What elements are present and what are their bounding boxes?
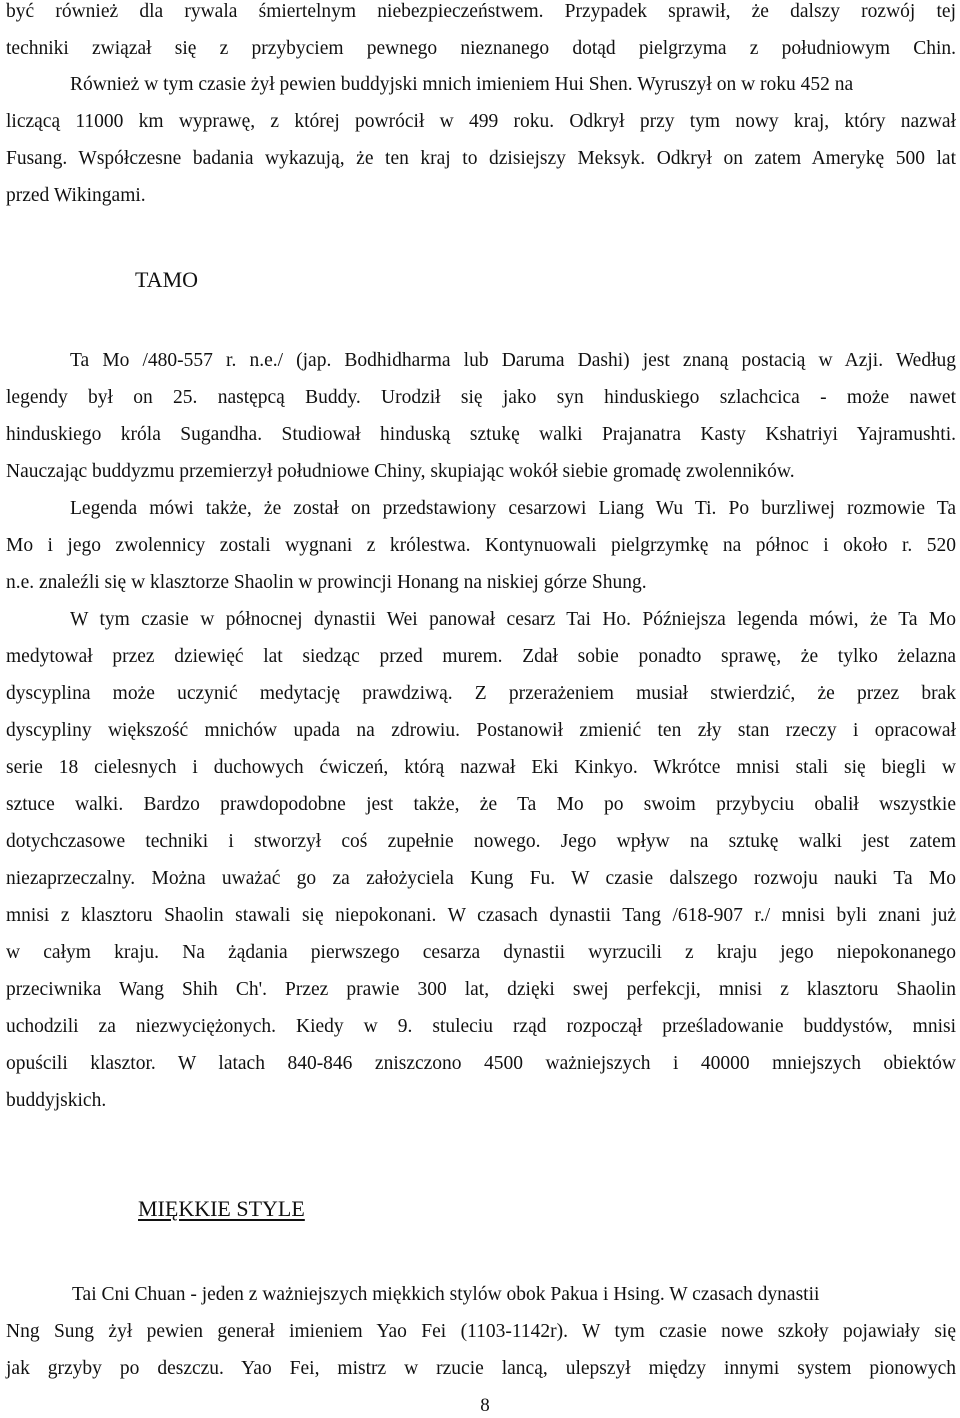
body-line: opuścili klasztor. W latach 840-846 zniszczono 4500 ważniejszych i 40000 mniejszych obiektów bbox=[6, 1053, 956, 1074]
body-line: uchodzili za niezwyciężonych. Kiedy w 9. stuleciu rząd rozpoczął prześladowanie buddystów, mnisi bbox=[6, 1016, 956, 1037]
body-line: Nauczając buddyzmu przemierzył południowe Chiny, skupiając wokół siebie gromadę zwolenników. bbox=[6, 461, 795, 482]
body-line: techniki związał się z przybyciem pewnego nieznanego dotąd pielgrzyma z południowym Chin. bbox=[6, 38, 956, 59]
body-line: Fusang. Współczesne badania wykazują, że ten kraj to dzisiejszy Meksyk. Odkrył on zatem Amerykę 500 lat bbox=[6, 148, 956, 169]
body-line: przeciwnika Wang Shih Ch'. Przez prawie 300 lat, dzięki swej perfekcji, mnisi z klasztoru Shaolin bbox=[6, 979, 956, 1000]
body-line: jak grzyby po deszczu. Yao Fei, mistrz w rzucie lancą, ulepszył między innymi system pionowych bbox=[6, 1358, 956, 1379]
page-number: 8 bbox=[480, 1395, 490, 1416]
body-line: legendy był on 25. następcą Buddy. Urodził się jako syn hinduskiego szlachcica - może nawet bbox=[6, 387, 956, 408]
body-line: przed Wikingami. bbox=[6, 185, 146, 206]
body-line: liczącą 11000 km wyprawę, z której powrócił w 499 roku. Odkrył przy tym nowy kraj, który nazwał bbox=[6, 111, 956, 132]
body-line: hinduskiego króla Sugandha. Studiował hinduską sztukę walki Prajanatra Kasty Kshatriyi Yajramushti. bbox=[6, 424, 956, 445]
body-line: Nng Sung żył pewien generał imieniem Yao Fei (1103-1142r). W tym czasie nowe szkoły pojawiały się bbox=[6, 1321, 956, 1342]
body-line: sztuce walki. Bardzo prawdopodobne jest także, że Ta Mo po swoim przybyciu obalił wszystkie bbox=[6, 794, 956, 815]
body-line: medytował przez dziewięć lat siedząc przed murem. Zdał sobie ponadto sprawę, że tylko żelazna bbox=[6, 646, 956, 667]
body-line: Tai Cni Chuan - jeden z ważniejszych miękkich stylów obok Pakua i Hsing. W czasach dynastii bbox=[72, 1284, 820, 1305]
body-line: Również w tym czasie żył pewien buddyjski mnich imieniem Hui Shen. Wyruszył on w roku 452 na bbox=[70, 74, 854, 95]
body-line: serie 18 cielesnych i duchowych ćwiczeń, którą nazwał Eki Kinkyo. Wkrótce mnisi stali się biegli w bbox=[6, 757, 956, 778]
body-line: buddyjskich. bbox=[6, 1090, 107, 1111]
body-line: Mo i jego zwolennicy zostali wygnani z królestwa. Kontynuowali pielgrzymkę na północ i około r. 520 bbox=[6, 535, 956, 556]
body-line: dyscypliny większość mnichów upada na zdrowiu. Postanowił zmienić ten zły stan rzeczy i opracował bbox=[6, 720, 956, 741]
body-line: niezaprzeczalny. Można uważać go za założyciela Kung Fu. W czasie dalszego rozwoju nauki Ta Mo bbox=[6, 868, 956, 889]
body-line: W tym czasie w północnej dynastii Wei panował cesarz Tai Ho. Późniejsza legenda mówi, że Ta Mo bbox=[70, 609, 956, 630]
body-line: Ta Mo /480-557 r. n.e./ (jap. Bodhidharma lub Daruma Dashi) jest znaną postacią w Azji. Według bbox=[70, 350, 956, 371]
body-line: Legenda mówi także, że został on przedstawiony cesarzowi Liang Wu Ti. Po burzliwej rozmowie Ta bbox=[70, 498, 956, 519]
body-line: w całym kraju. Na żądania pierwszego cesarza dynastii wyrzucili z kraju jego niepokonanego bbox=[6, 942, 956, 963]
body-line: być również dla rywala śmiertelnym niebezpieczeństwem. Przypadek sprawił, że dalszy rozwój tej bbox=[6, 1, 956, 22]
body-line: n.e. znaleźli się w klasztorze Shaolin w prowincji Honang na niskiej górze Shung. bbox=[6, 572, 647, 593]
section-heading-tamo: TAMO bbox=[135, 267, 199, 292]
body-line: dotychczasowe techniki i stworzył coś zupełnie nowego. Jego wpływ na sztukę walki jest zatem bbox=[6, 831, 956, 852]
section-heading-soft-styles: MIĘKKIE STYLE bbox=[138, 1196, 305, 1221]
body-line: mnisi z klasztoru Shaolin stawali się niepokonani. W czasach dynastii Tang /618-907 r./ mnisi byli znani już bbox=[6, 905, 956, 926]
body-line: dyscyplina może uczynić medytację prawdziwą. Z przerażeniem musiał stwierdzić, że przez brak bbox=[6, 683, 956, 704]
